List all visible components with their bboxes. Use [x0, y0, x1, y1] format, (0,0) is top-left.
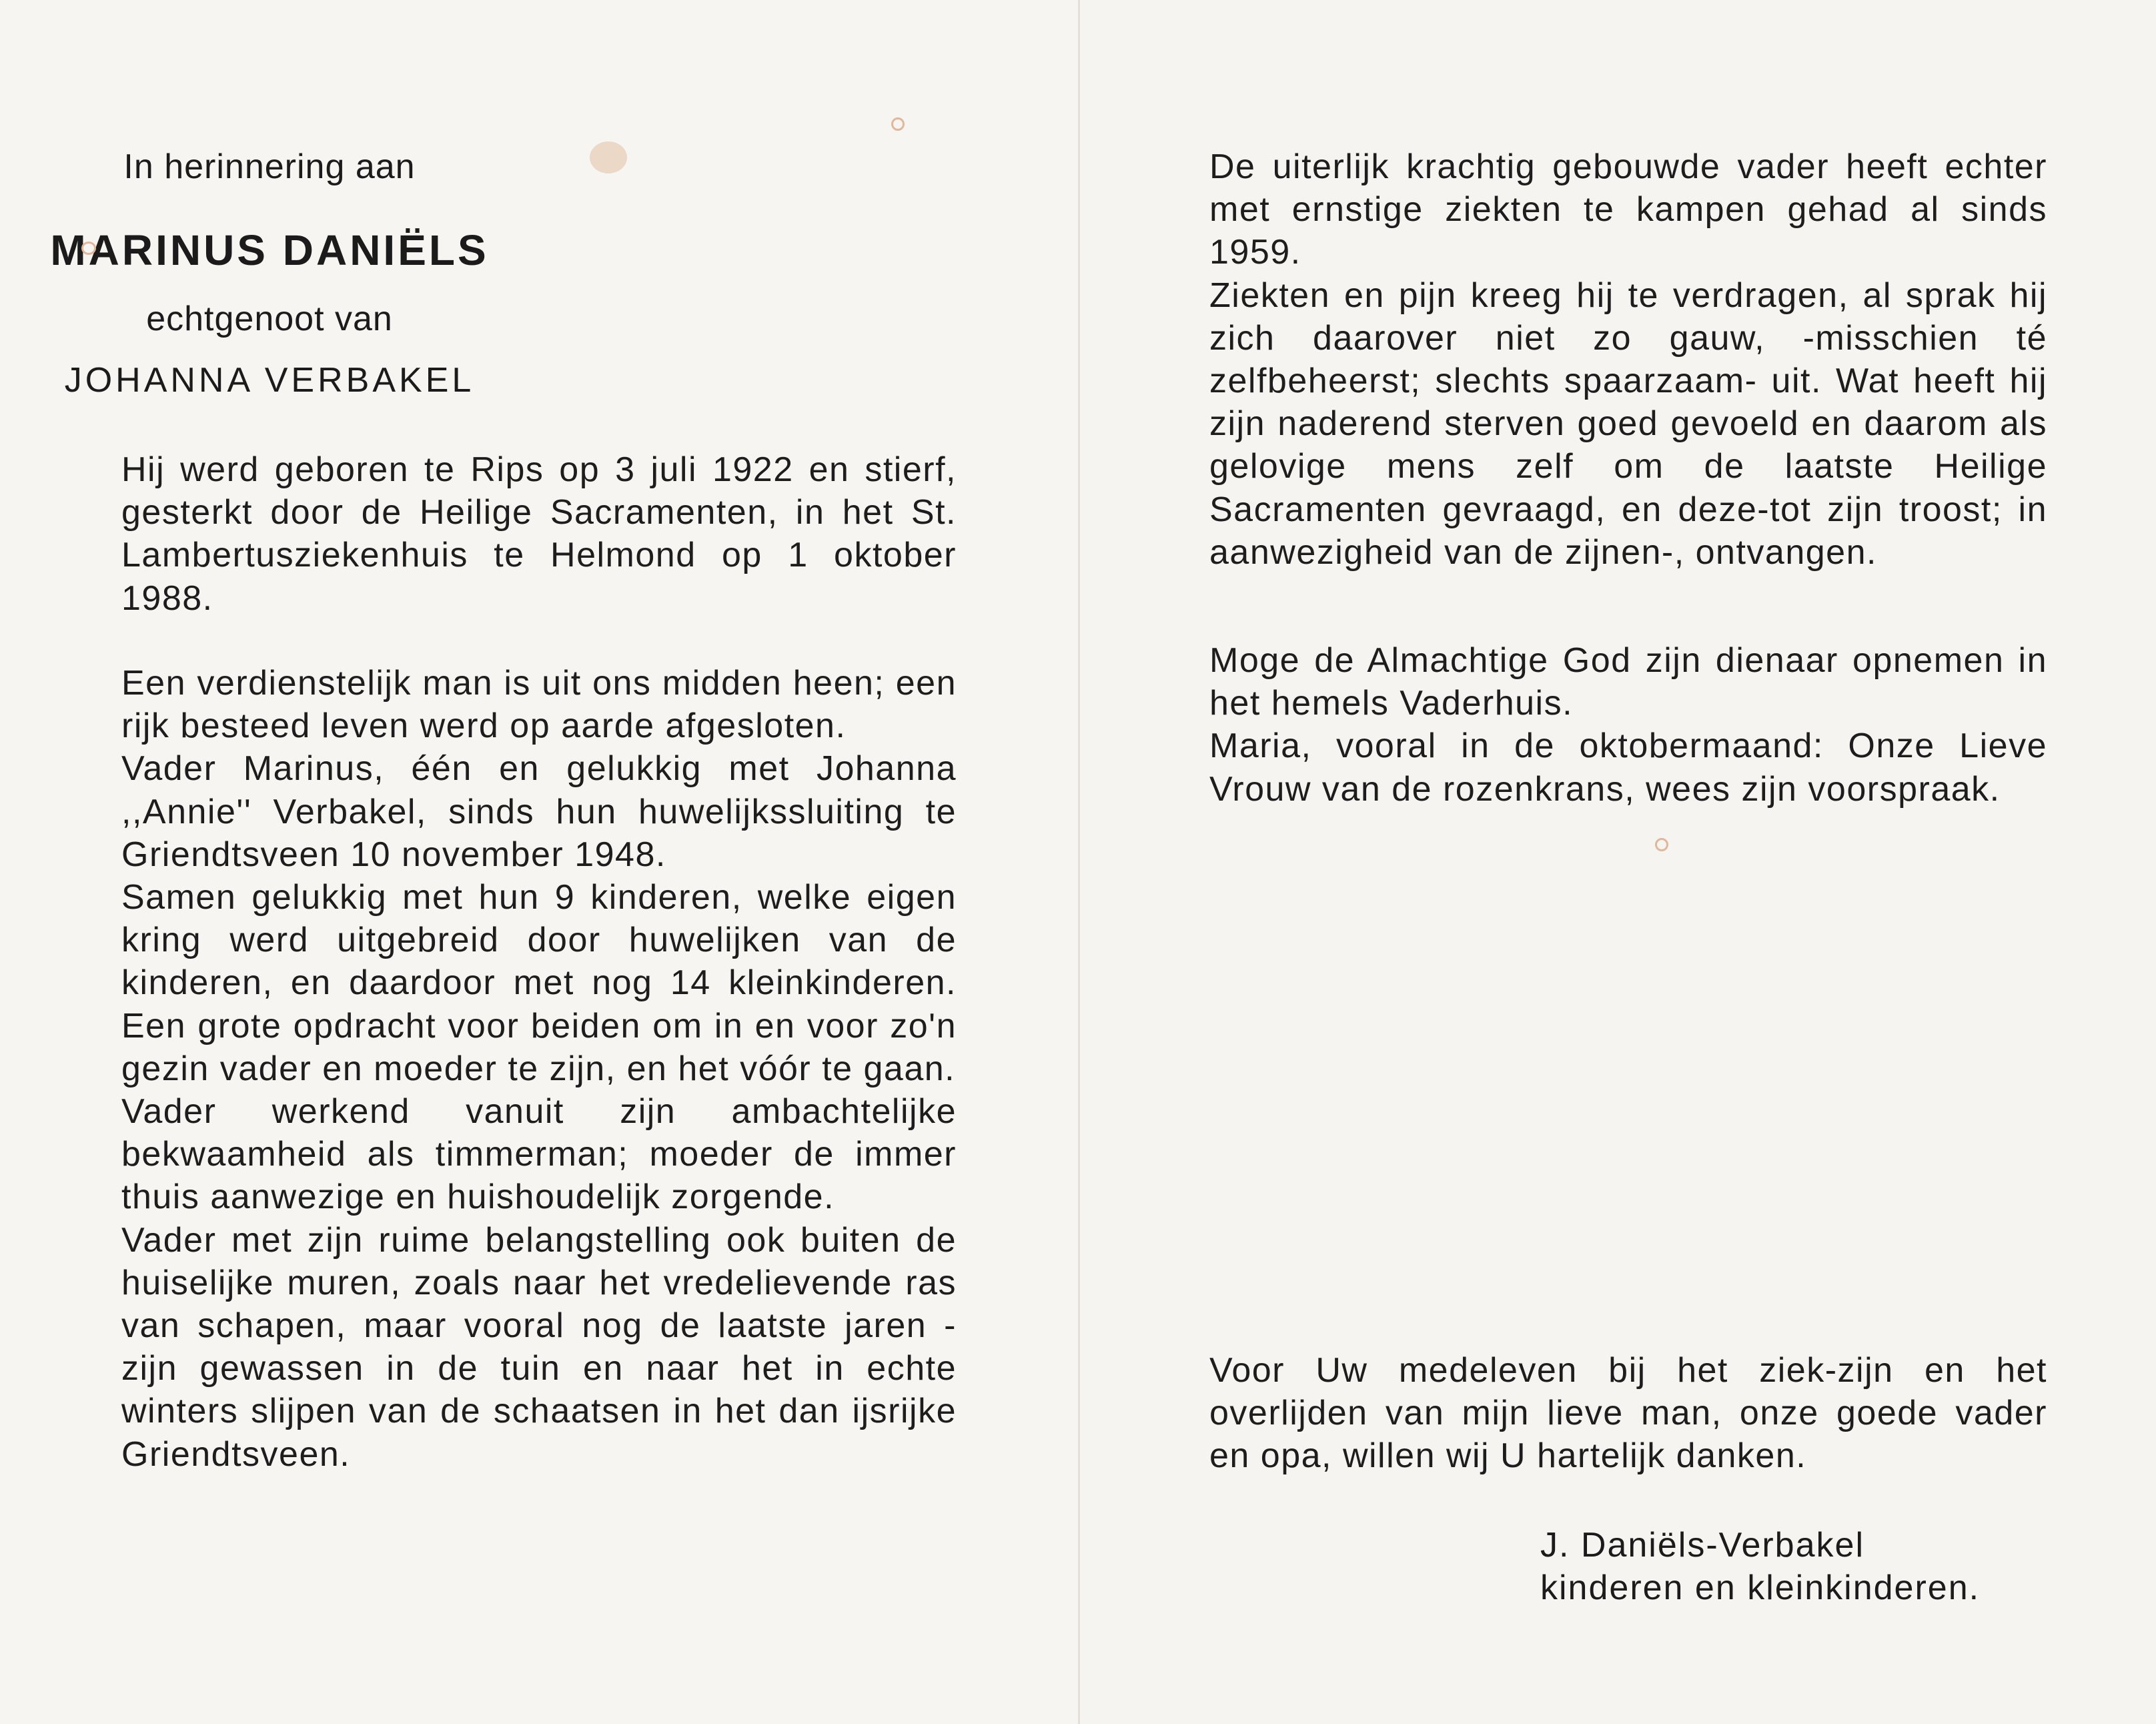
paragraph-line: Moge de Almachtige God zijn dienaar opnemen in het hemels Vaderhuis. [1209, 641, 2047, 723]
birth-death-paragraph [121, 448, 957, 620]
intro-text: In herinnering aan [123, 147, 416, 186]
paragraph-line: Ziekten en pijn kreeg hij te verdragen, al sprak hij zich daarover niet zo gauw, -misschien té zelfbeheerst; slechts spaarzaam- uit. Wat heeft hij zijn naderend sterven goed gevoeld en daarom als gelovige mens zelf om de laatste Heilige Sacramenten gevraagd, en deze-tot zijn troost; in aanwezigheid van de zijnen-, ontvangen. [1209, 276, 2047, 572]
signature [1540, 1524, 1980, 1609]
life-story-paragraph [121, 662, 957, 1476]
spouse-name: JOHANNA VERBAKEL [64, 361, 475, 400]
paper-speck [891, 117, 905, 131]
paper-speck [1655, 838, 1668, 851]
paragraph-text: Voor Uw medeleven bij het ziek-zijn en het overlijden van mijn lieve man, onze goede vader en opa, willen wij U hartelijk danken. [1209, 1351, 2047, 1476]
paragraph-line: De uiterlijk krachtig gebouwde vader heeft echter met ernstige ziekten te kampen gehad al sinds 1959. [1209, 147, 2047, 272]
prayer-paragraph [1209, 639, 2047, 811]
paper-speck [81, 242, 96, 255]
deceased-name: MARINUS DANIËLS [50, 226, 489, 274]
paragraph-line: Samen gelukkig met hun 9 kinderen, welke eigen kring werd uitgebreid door huwelijken van de kinderen, en daardoor met nog 14 kleinkinderen. Een grote opdracht voor beiden om in en voor zo'n gezin vader en moeder te zijn, en het vóór te gaan. [121, 878, 957, 1088]
paragraph-line: Een verdienstelijk man is uit ons midden heen; een rijk besteed leven werd op aarde afgesloten. [121, 664, 957, 746]
paragraph-line: Maria, vooral in de oktobermaand: Onze Lieve Vrouw van de rozenkrans, wees zijn voorspraak. [1209, 727, 2047, 809]
paragraph-line: Vader met zijn ruime belangstelling ook buiten de huiselijke muren, zoals naar het vredelievende ras van schapen, maar vooral nog de laatste jaren - zijn gewassen in de tuin en naar het in echte winters slijpen van de schaatsen in het dan ijsrijke Griendtsveen. [121, 1220, 957, 1474]
paper-stain [590, 141, 627, 173]
right-card [1078, 0, 2156, 1724]
paragraph-text: Hij werd geboren te Rips op 3 juli 1922 en stierf, gesterkt door de Heilige Sacramenten, in het St. Lambertusziekenhuis te Helmond op 1 oktober 1988. [121, 450, 957, 618]
illness-paragraph [1209, 145, 2047, 574]
paragraph-line: Vader werkend vanuit zijn ambachtelijke bekwaamheid als timmerman; moeder de immer thuis aanwezige en huishoudelijk zorgende. [121, 1092, 957, 1217]
spouse-intro-text: echtgenoot van [146, 300, 393, 338]
thanks-paragraph [1209, 1349, 2047, 1478]
signature-name: J. Daniëls-Verbakel [1540, 1526, 1864, 1565]
signature-family: kinderen en kleinkinderen. [1540, 1569, 1981, 1607]
paragraph-line: Vader Marinus, één en gelukkig met Johanna ,,Annie'' Verbakel, sinds hun huwelijkssluiting te Griendtsveen 10 november 1948. [121, 749, 957, 874]
